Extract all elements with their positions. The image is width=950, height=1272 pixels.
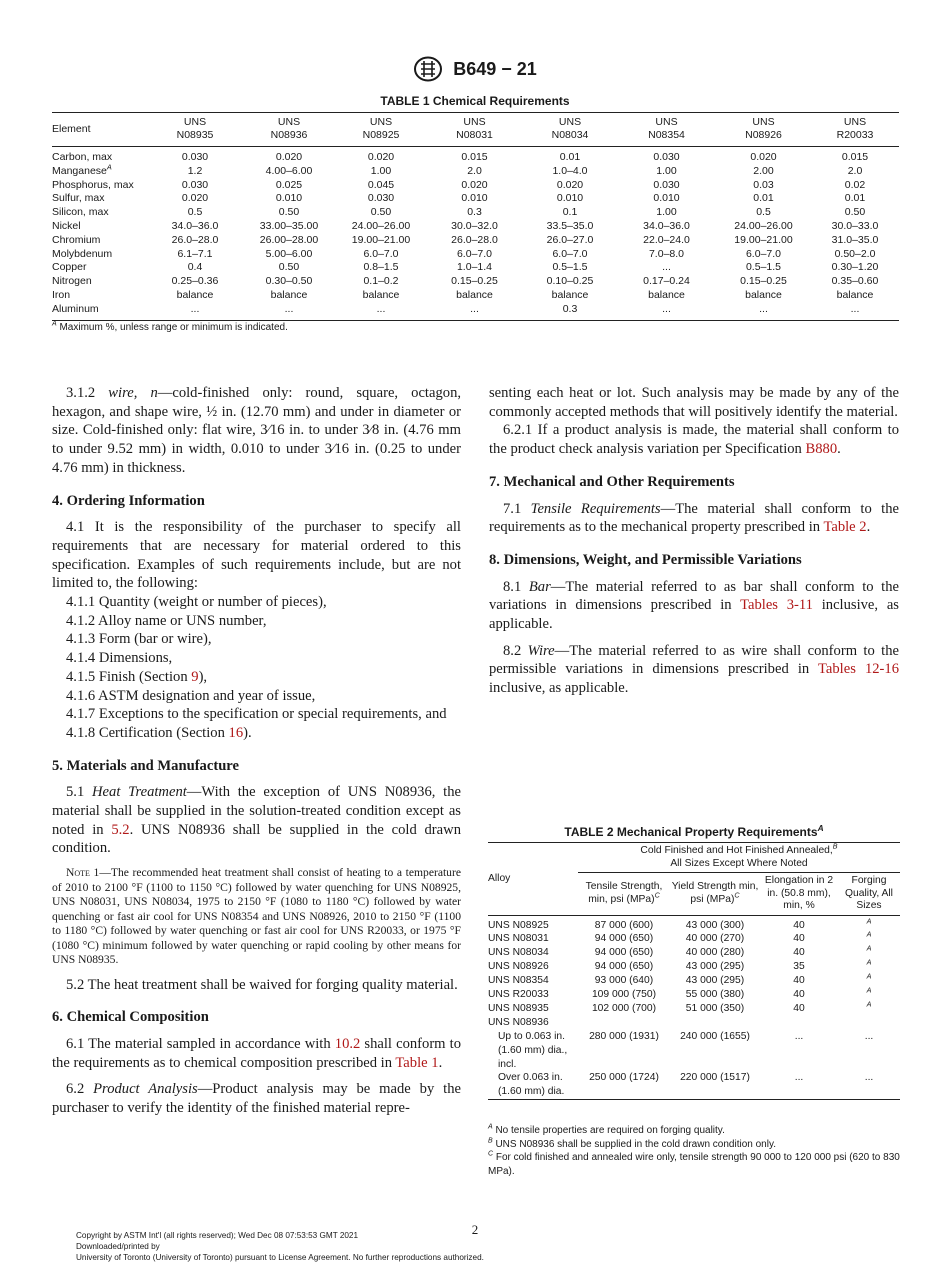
document-id: B649 − 21 bbox=[453, 58, 537, 79]
table2-tensile-cell: 102 000 (700) bbox=[591, 1002, 657, 1014]
paragraph-4-1-3: 4.1.3 Form (bar or wire), bbox=[66, 631, 212, 648]
table1-value-cell: 26.0–28.0 bbox=[171, 233, 219, 246]
table1-value-cell: 0.030 bbox=[181, 178, 209, 191]
paragraph-4-1-6: 4.1.6 ASTM designation and year of issue, bbox=[66, 687, 316, 704]
table2-size-cell: Over 0.063 in. (1.60 mm) dia. bbox=[498, 1072, 565, 1098]
astm-logo-icon bbox=[413, 56, 443, 82]
table1-value-cell: 0.01 bbox=[559, 151, 581, 163]
table1-element-cell: Nitrogen bbox=[52, 275, 92, 288]
table2-elongation-cell: ... bbox=[794, 1030, 804, 1042]
table1-value-cell: 0.50 bbox=[370, 206, 392, 219]
paragraph-4-1-5: 4.1.5 Finish (Section 9), bbox=[66, 668, 208, 685]
table1-col-header: UNS N08935 bbox=[176, 116, 214, 141]
table1-value-cell: ... bbox=[470, 302, 479, 315]
table1-col-header: UNS N08354 bbox=[648, 116, 685, 141]
table2-yield-cell: 40 000 (280) bbox=[685, 947, 745, 959]
section-5-heading: 5. Materials and Manufacture bbox=[52, 757, 239, 774]
table1-value-cell: 0.4 bbox=[187, 261, 203, 274]
table2-row bbox=[488, 974, 900, 988]
table1-value-cell: 34.0–36.0 bbox=[171, 219, 219, 232]
table1-value-cell: balance bbox=[270, 288, 308, 301]
table1-value-cell: 6.0–7.0 bbox=[745, 247, 782, 260]
right-column bbox=[489, 384, 899, 698]
table1-row bbox=[52, 275, 899, 289]
table1-value-cell: 34.0–36.0 bbox=[643, 219, 690, 232]
table1-value-cell: balance bbox=[456, 288, 493, 301]
table1-col-header: UNS N08031 bbox=[456, 116, 493, 141]
table1-value-cell: 0.045 bbox=[367, 178, 395, 191]
table1-row bbox=[52, 179, 899, 193]
table1-value-cell: 0.15–0.25 bbox=[740, 275, 787, 288]
table2-elongation-cell: 40 bbox=[793, 989, 805, 1001]
table2-elongation-header: Elongation in 2 in. (50.8 mm), min, % bbox=[764, 875, 834, 911]
table1-value-cell: 0.8–1.5 bbox=[363, 261, 399, 274]
table2-elongation-cell: 35 bbox=[793, 961, 805, 973]
table1-value-cell: 4.00–6.00 bbox=[265, 164, 313, 177]
table1-element-cell: Iron bbox=[52, 288, 71, 301]
table2-alloy-cell: UNS N08926 bbox=[488, 961, 549, 973]
table1-value-cell: 26.0–28.0 bbox=[451, 233, 498, 246]
table1-value-cell: balance bbox=[745, 288, 782, 301]
table1-value-cell: 26.00–28.00 bbox=[259, 233, 319, 246]
table1-value-cell: 19.00–21.00 bbox=[734, 233, 793, 246]
tables-12-16-link[interactable]: Tables 12-16 bbox=[818, 661, 900, 678]
paragraph-3-1-2: 3.1.2 wire, n—cold-finished only: round, square, octagon, hexagon, and shape wire, ½ in. (12.70 mm) and under in diameter or size. Cold-finished only: flat wire, 3⁄16 in. to under 3⁄8 in. (4.76 mm to under 9.52 mm) in width, 0.010 to under 3⁄16 in. (0.25 to under 4.76 mm) in thickness. bbox=[52, 385, 462, 476]
table1-element-cell: Sulfur, max bbox=[52, 192, 105, 205]
paragraph-6-1: 6.1 The material sampled in accordance with 10.2 shall conform to the requirements as to chemical composition prescribed in Table 1. bbox=[52, 1036, 461, 1071]
paragraph-6-2: 6.2 Product Analysis—Product analysis may be made by the purchaser to verify the identity of the finished material repre- bbox=[52, 1081, 461, 1117]
table1-value-cell: 0.01 bbox=[753, 192, 774, 205]
table2-group-header: Cold Finished and Hot Finished Annealed,$^B$ All Sizes Except Where Noted bbox=[578, 843, 900, 873]
table1-value-cell: 1.0–1.4 bbox=[456, 261, 493, 274]
table1-row bbox=[52, 234, 899, 248]
table2-row bbox=[488, 946, 900, 960]
note-1: Note 1—The recommended heat treatment shall consist of heating to a temperature of 2010 to 2100 °F (1100 to 1150 °C) followed by water quenching for UNS N08925, UNS N08031, UNS N08034, 1975 to 2150 °F (1080 to 1180 °C) followed by water quenching or fast air cool for UNS N08354 and UNS N08926, 2010 to 2150 °F (1100 to 1180 °C) followed by water quenching or fast air cool for UNS R20033, or 1975 °F (1080 °C) minimum followed by water quenching or rapid cooling by other means for UNS N08935. bbox=[52, 866, 461, 967]
paragraph-5-2: 5.2 The heat treatment shall be waived for forging quality material. bbox=[66, 976, 458, 993]
table2-yield-cell: 40 000 (270) bbox=[685, 933, 745, 945]
table1-value-cell: 31.0–35.0 bbox=[831, 233, 879, 246]
table1-value-cell: 2.00 bbox=[753, 164, 774, 177]
table1-value-cell: 2.0 bbox=[847, 164, 863, 177]
table2-footnote: $^B$ UNS N08936 shall be supplied in the cold drawn condition only. bbox=[488, 1137, 776, 1150]
table1-value-cell: 0.025 bbox=[275, 178, 303, 191]
table1-value-cell: 0.5 bbox=[756, 206, 771, 219]
document-header bbox=[0, 56, 950, 86]
table1-value-cell: 0.020 bbox=[275, 151, 303, 163]
table1-value-cell: 24.00–26.00 bbox=[351, 219, 411, 232]
table2-forging-cell: A bbox=[866, 971, 872, 981]
table2-tensile-cell: 87 000 (600) bbox=[594, 919, 654, 931]
table1-value-cell: 0.03 bbox=[753, 178, 774, 191]
table2-yield-cell: 51 000 (350) bbox=[685, 1002, 745, 1014]
table2-yield-cell: 43 000 (295) bbox=[685, 961, 745, 973]
table2-alloy-cell: UNS N08935 bbox=[488, 1002, 549, 1014]
table2-elongation-cell: 40 bbox=[793, 947, 805, 959]
table1-value-cell: ... bbox=[759, 302, 768, 315]
table1-value-cell: 0.020 bbox=[367, 151, 395, 163]
table2-elongation-cell: 40 bbox=[793, 933, 805, 945]
table2-forging-cell: A bbox=[866, 916, 872, 926]
section-10-2-link[interactable]: 10.2 bbox=[334, 1036, 361, 1053]
table1-value-cell: balance bbox=[551, 288, 589, 301]
table2-forging-cell: ... bbox=[864, 1072, 874, 1084]
table1-value-cell: 30.0–33.0 bbox=[831, 219, 879, 232]
paragraph-4-1: 4.1 It is the responsibility of the purchaser to specify all requirements that are necessary for material ordered to this specification. Examples of such requirements include, but are not limited to, the following: bbox=[52, 519, 461, 592]
table1-value-cell: balance bbox=[648, 288, 685, 301]
table1-value-cell: 0.020 bbox=[181, 192, 209, 205]
table1-value-cell: ... bbox=[376, 302, 386, 315]
table2-yield-cell: 220 000 (1517) bbox=[680, 1072, 750, 1084]
table1-value-cell: 0.5 bbox=[187, 206, 203, 219]
table1-value-cell: 33.00–35.00 bbox=[259, 219, 319, 232]
table1-row bbox=[52, 261, 899, 275]
section-16-link[interactable]: 16 bbox=[228, 724, 244, 741]
table1-col-header: UNS N08925 bbox=[362, 116, 400, 141]
table1-element-cell: Silicon, max bbox=[52, 206, 109, 219]
section-4-heading: 4. Ordering Information bbox=[52, 492, 205, 509]
table2-forging-cell: A bbox=[866, 929, 872, 939]
table1-value-cell: 0.30–1.20 bbox=[831, 261, 879, 274]
table2-footnote: $^A$ No tensile properties are required on forging quality. bbox=[488, 1123, 725, 1136]
table2-yield-cell: 240 000 (1655) bbox=[680, 1030, 750, 1042]
tables-3-11-link[interactable]: Tables 3-11 bbox=[740, 597, 813, 614]
paragraph-6-2-continued: senting each heat or lot. Such analysis may be made by any of the commonly accepted methods that will positively identify the material. bbox=[489, 385, 899, 420]
table2-header-row bbox=[488, 843, 900, 873]
table1-col-header: UNS N08936 bbox=[270, 116, 308, 141]
table1-value-cell: 0.030 bbox=[181, 151, 209, 163]
table1-value-cell: ... bbox=[662, 261, 671, 274]
copyright-notice: Copyright by ASTM Int'l (all rights reserved); Wed Dec 08 07:53:53 GMT 2021 Downloaded/printed by University of Toronto (University of Toronto) pursuant to License Agreement. No further reproductions authorized. bbox=[76, 1231, 484, 1262]
table1-value-cell: 0.015 bbox=[841, 151, 869, 163]
table1-col-header: UNS N08034 bbox=[551, 116, 589, 141]
table1-value-cell: 0.1–0.2 bbox=[363, 275, 399, 288]
table1-value-cell: 0.1 bbox=[562, 206, 578, 219]
section-7-heading: 7. Mechanical and Other Requirements bbox=[489, 473, 735, 490]
paragraph-8-1: 8.1 Bar—The material referred to as bar shall conform to the variations in dimensions prescribed in Tables 3-11 inclusive, as applicable. bbox=[489, 578, 900, 633]
table1-value-cell: 6.1–7.1 bbox=[177, 247, 213, 260]
paragraph-7-1: 7.1 Tensile Requirements—The material shall conform to the requirements as to the mechanical property prescribed in Table 2. bbox=[489, 500, 900, 536]
table1-element-cell: Molybdenum bbox=[52, 247, 113, 260]
paragraph-8-2: 8.2 Wire—The material referred to as wire shall conform to the permissible variations in dimensions prescribed in Tables 12-16 inclusive, as applicable. bbox=[489, 642, 900, 697]
table2-size-cell: Up to 0.063 in. (1.60 mm) dia., incl. bbox=[498, 1030, 568, 1070]
table1-title: TABLE 1 Chemical Requirements bbox=[380, 94, 570, 108]
table2-tensile-cell: 94 000 (650) bbox=[594, 947, 654, 959]
table1-row bbox=[52, 248, 899, 262]
table1-value-cell: 6.0–7.0 bbox=[456, 247, 493, 260]
section-8-heading: 8. Dimensions, Weight, and Permissible Variations bbox=[489, 551, 802, 568]
table2-alloy-cell: UNS N08936 bbox=[488, 1016, 549, 1028]
table2-tensile-header: Tensile Strength, min, psi (MPa)$^C$ bbox=[585, 881, 663, 905]
table2-yield-cell: 55 000 (380) bbox=[685, 989, 745, 1001]
table2-tensile-cell: 109 000 (750) bbox=[591, 989, 657, 1001]
table1-value-cell: 19.00–21.00 bbox=[351, 233, 411, 246]
table1-value-cell: ... bbox=[662, 302, 671, 315]
paragraph-5-1: 5.1 Heat Treatment—With the exception of UNS N08936, the material shall be supplied in the solution-treated condition except as noted in 5.2. UNS N08936 shall be supplied in the cold drawn condition. bbox=[52, 784, 461, 857]
table1-value-cell: 0.010 bbox=[275, 192, 303, 205]
table2-row bbox=[488, 1002, 900, 1016]
table1-value-cell: 0.010 bbox=[556, 192, 584, 205]
table1-value-cell: 1.00 bbox=[656, 164, 677, 177]
table2-alloy-cell: UNS R20033 bbox=[488, 989, 549, 1001]
table1-value-cell: 2.0 bbox=[467, 164, 482, 177]
paragraph-4-1-4: 4.1.4 Dimensions, bbox=[66, 650, 173, 667]
table1-row bbox=[52, 220, 899, 234]
table2-row bbox=[488, 960, 900, 974]
table1-value-cell: 0.50–2.0 bbox=[834, 247, 876, 260]
chemical-requirements-table bbox=[52, 112, 899, 321]
table1-value-cell: 1.00 bbox=[370, 164, 392, 177]
table1-value-cell: 7.0–8.0 bbox=[648, 247, 685, 260]
page-number: 2 bbox=[471, 1222, 479, 1237]
table2-elongation-cell: 40 bbox=[793, 919, 805, 931]
table1-value-cell: 0.35–0.60 bbox=[831, 275, 879, 288]
paragraph-4-1-2: 4.1.2 Alloy name or UNS number, bbox=[66, 612, 267, 629]
table1-value-cell: 0.30–0.50 bbox=[265, 275, 313, 288]
table2-alloy-cell: UNS N08031 bbox=[488, 933, 549, 945]
table2-yield-cell: 43 000 (295) bbox=[685, 975, 745, 987]
table2-tensile-cell: 94 000 (650) bbox=[594, 933, 654, 945]
table1-value-cell: 1.00 bbox=[656, 206, 677, 219]
table1-element-cell: Aluminum bbox=[52, 302, 99, 315]
table-2-link[interactable]: Table 2 bbox=[823, 519, 867, 536]
table2-subrow bbox=[488, 1071, 900, 1099]
table1-element-header: Element bbox=[52, 122, 91, 135]
table1-element-cell: Nickel bbox=[52, 219, 81, 232]
table1-value-cell: 33.5–35.0 bbox=[546, 219, 594, 232]
paragraph-4-1-1: 4.1.1 Quantity (weight or number of pieces), bbox=[66, 594, 327, 611]
table1-row bbox=[52, 192, 899, 206]
left-column bbox=[52, 384, 461, 1118]
table2-forging-cell: A bbox=[866, 943, 872, 953]
table1-value-cell: 0.3 bbox=[467, 206, 482, 219]
table1-value-cell: 6.0–7.0 bbox=[363, 247, 399, 260]
b880-link[interactable]: B880 bbox=[805, 441, 838, 458]
table2-footnotes bbox=[488, 1124, 900, 1178]
paragraph-4-1-7: 4.1.7 Exceptions to the specification or special requirements, and bbox=[66, 706, 447, 723]
table1-value-cell: 0.030 bbox=[367, 192, 395, 205]
table1-value-cell: 0.5–1.5 bbox=[745, 261, 782, 274]
table1-value-cell: 0.5–1.5 bbox=[552, 261, 588, 274]
table2-forging-cell: A bbox=[866, 999, 872, 1009]
section-9-link[interactable]: 9 bbox=[191, 668, 199, 685]
table2-yield-cell: 43 000 (300) bbox=[685, 919, 745, 931]
table1-value-cell: 0.015 bbox=[461, 151, 488, 163]
table1-value-cell: 0.010 bbox=[461, 192, 488, 205]
table1-value-cell: ... bbox=[850, 302, 860, 315]
table2-alloy-cell: UNS N08034 bbox=[488, 947, 549, 959]
table1-element-cell: Phosphorus, max bbox=[52, 178, 134, 191]
table1-row bbox=[52, 289, 899, 303]
table1-row bbox=[52, 303, 899, 320]
table2-row bbox=[488, 915, 900, 932]
table1-value-cell: 1.0–4.0 bbox=[552, 164, 588, 177]
table2-tensile-cell: 250 000 (1724) bbox=[589, 1072, 659, 1084]
table1-value-cell: 0.020 bbox=[750, 151, 777, 163]
table2-alloy-cell: UNS N08354 bbox=[488, 975, 549, 987]
table2-title: TABLE 2 Mechanical Property Requirements$^A$ bbox=[564, 823, 824, 839]
section-5-2-link[interactable]: 5.2 bbox=[111, 821, 130, 838]
table1-value-cell: 0.020 bbox=[556, 178, 584, 191]
table2-row bbox=[488, 988, 900, 1002]
table2-subrow bbox=[488, 1030, 900, 1072]
table1-value-cell: 5.00–6.00 bbox=[265, 247, 313, 260]
table1-value-cell: 0.50 bbox=[278, 206, 300, 219]
table2-forging-cell: ... bbox=[864, 1030, 874, 1042]
table1-row bbox=[52, 165, 899, 179]
table1-header-row bbox=[52, 113, 899, 147]
paragraph-6-2-1: 6.2.1 If a product analysis is made, the material shall conform to the product check analysis variation per Specification B880. bbox=[489, 422, 899, 458]
table2-alloy-header: Alloy bbox=[488, 872, 511, 884]
table2-forging-header: Forging Quality, All Sizes bbox=[845, 875, 893, 911]
table2-elongation-cell: 40 bbox=[793, 975, 805, 987]
table1-value-cell: 24.00–26.00 bbox=[734, 219, 793, 232]
table2-tensile-cell: 280 000 (1931) bbox=[589, 1030, 659, 1042]
table2-row bbox=[488, 932, 900, 946]
table1-element-cell: Copper bbox=[52, 261, 87, 274]
table1-value-cell: 0.02 bbox=[844, 178, 866, 191]
table1-row bbox=[52, 206, 899, 220]
table2-footnote: $^C$ For cold finished and annealed wire only, tensile strength 90 000 to 120 000 psi (620 to 830 MPa). bbox=[488, 1150, 900, 1177]
table1-value-cell: balance bbox=[176, 288, 214, 301]
table2-elongation-cell: 40 bbox=[793, 1002, 805, 1014]
mechanical-property-table bbox=[488, 842, 900, 1100]
table1-value-cell: 6.0–7.0 bbox=[552, 247, 588, 260]
table1-value-cell: 0.3 bbox=[562, 302, 578, 315]
table1-value-cell: 0.50 bbox=[844, 206, 866, 219]
table1-value-cell: 26.0–27.0 bbox=[546, 233, 594, 246]
table1-value-cell: balance bbox=[836, 288, 874, 301]
table1-value-cell: 22.0–24.0 bbox=[643, 233, 690, 246]
table-1-link[interactable]: Table 1 bbox=[395, 1054, 439, 1071]
table1-value-cell: 0.030 bbox=[653, 151, 680, 163]
table2-alloy-cell: UNS N08925 bbox=[488, 919, 549, 931]
table1-col-header: UNS N08926 bbox=[745, 116, 782, 141]
table1-value-cell: 0.010 bbox=[653, 192, 680, 205]
table1-value-cell: 0.50 bbox=[278, 261, 300, 274]
table1-value-cell: 0.25–0.36 bbox=[171, 275, 219, 288]
table2-yield-header: Yield Strength min, psi (MPa)$^C$ bbox=[671, 881, 759, 905]
table1-value-cell: 30.0–32.0 bbox=[451, 219, 498, 232]
table1-element-cell: Manganese$^A$ bbox=[52, 162, 112, 177]
table1-value-cell: 0.17–0.24 bbox=[643, 275, 690, 288]
table1-value-cell: balance bbox=[362, 288, 400, 301]
table1-value-cell: 0.020 bbox=[461, 178, 488, 191]
table2-tensile-cell: 93 000 (640) bbox=[594, 975, 654, 987]
table2-elongation-cell: ... bbox=[794, 1072, 804, 1084]
table2-forging-cell: A bbox=[866, 957, 872, 967]
table2-tensile-cell: 94 000 (650) bbox=[594, 961, 654, 973]
section-6-heading: 6. Chemical Composition bbox=[52, 1009, 209, 1026]
table1-value-cell: 1.2 bbox=[187, 164, 203, 177]
table1-value-cell: 0.030 bbox=[653, 178, 680, 191]
table1-value-cell: 0.15–0.25 bbox=[451, 275, 498, 288]
table2-forging-cell: A bbox=[866, 985, 872, 995]
table1-element-cell: Chromium bbox=[52, 233, 101, 246]
table1-value-cell: ... bbox=[190, 302, 200, 315]
paragraph-4-1-8: 4.1.8 Certification (Section 16). bbox=[66, 724, 252, 741]
table1-value-cell: 0.01 bbox=[844, 192, 866, 205]
table1-footnote: $^A$ Maximum %, unless range or minimum is indicated. bbox=[52, 320, 288, 333]
table2-row bbox=[488, 1016, 900, 1030]
table1-row bbox=[52, 147, 899, 165]
table1-value-cell: 0.10–0.25 bbox=[546, 275, 594, 288]
table1-element-cell: Carbon, max bbox=[52, 151, 113, 163]
table1-value-cell: ... bbox=[284, 302, 294, 315]
table1-col-header: UNS R20033 bbox=[836, 116, 874, 141]
